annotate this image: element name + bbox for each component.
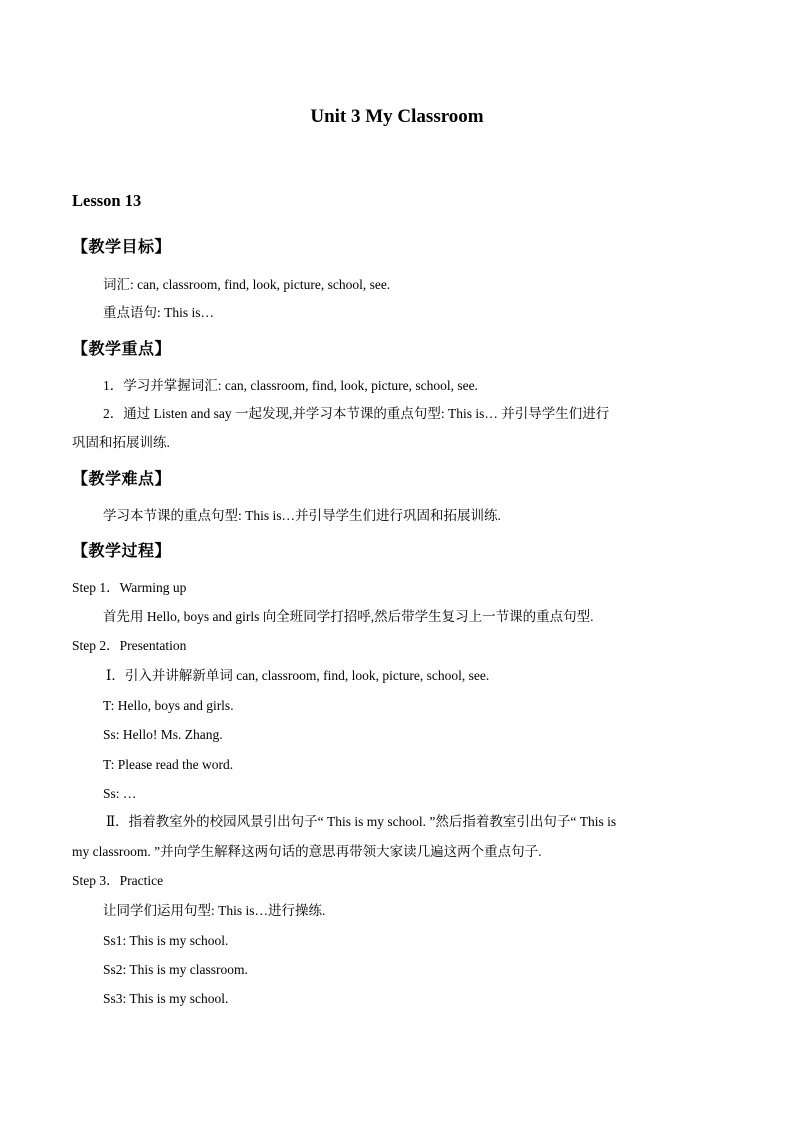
lesson-heading: Lesson 13 xyxy=(72,191,142,210)
step-3-text: 让同学们运用句型: This is…进行操练. xyxy=(103,903,326,918)
difficulties-heading: 【教学难点】 xyxy=(72,471,172,488)
difficulties-text: 学习本节课的重点句型: This is…并引导学生们进行巩固和拓展训练. xyxy=(103,508,501,523)
objectives-vocab: 词汇: can, classroom, find, look, picture, school, see. xyxy=(103,277,391,292)
step-2-part-2-cont: my classroom. ”并向学生解释这两句话的意思再带领大家读几遍这两个重点句子. xyxy=(72,844,542,859)
key-points-item-2-cont: 巩固和拓展训练. xyxy=(72,435,170,450)
dialogue-line: T: Please read the word. xyxy=(103,757,234,772)
step-2-part-2: Ⅱ．指着教室外的校园风景引出句子“ This is my school. ”然后指着教室引出句子“ This is xyxy=(106,814,617,829)
practice-line: Ss2: This is my classroom. xyxy=(103,962,248,977)
dialogue-line: Ss: Hello! Ms. Zhang. xyxy=(103,727,223,742)
dialogue-line: Ss: … xyxy=(103,786,137,801)
practice-line: Ss3: This is my school. xyxy=(103,991,229,1006)
step-1-title: Step 1．Warming up xyxy=(72,580,187,595)
objectives-sentence: 重点语句: This is… xyxy=(103,305,215,320)
process-heading: 【教学过程】 xyxy=(72,543,172,560)
step-2-title: Step 2．Presentation xyxy=(72,638,187,653)
step-3-title: Step 3．Practice xyxy=(72,873,164,888)
dialogue-line: T: Hello, boys and girls. xyxy=(103,698,234,713)
document-title: Unit 3 My Classroom xyxy=(310,106,484,127)
step-1-text: 首先用 Hello, boys and girls 向全班同学打招呼,然后带学生复习上一节课的重点句型. xyxy=(103,609,594,624)
key-points-item-1: 1．学习并掌握词汇: can, classroom, find, look, picture, school, see. xyxy=(103,378,478,393)
step-2-part-1: Ⅰ．引入并讲解新单词 can, classroom, find, look, picture, school, see. xyxy=(106,668,490,683)
objectives-heading: 【教学目标】 xyxy=(72,239,172,256)
key-points-heading: 【教学重点】 xyxy=(72,341,172,358)
practice-line: Ss1: This is my school. xyxy=(103,933,229,948)
key-points-item-2: 2．通过 Listen and say 一起发现,并学习本节课的重点句型: This is… 并引导学生们进行 xyxy=(103,406,610,421)
